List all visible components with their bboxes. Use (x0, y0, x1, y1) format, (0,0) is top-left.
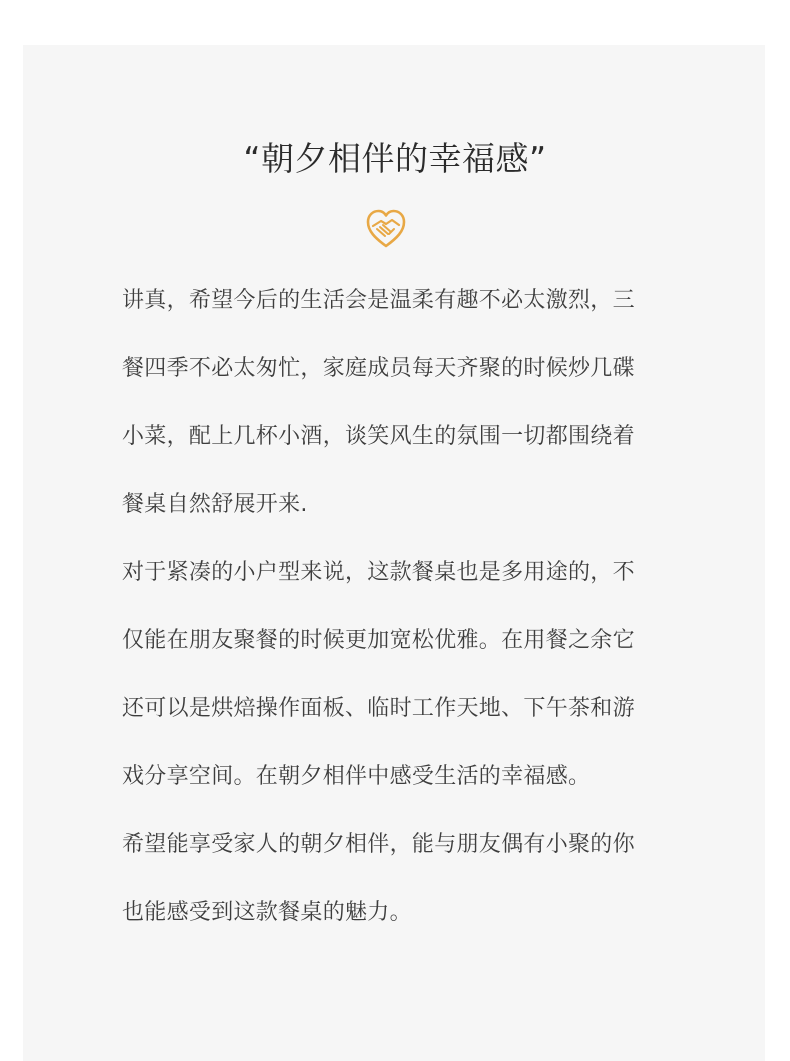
paragraph-line: 还可以是烘焙操作面板、临时工作天地、下午茶和游 (122, 696, 635, 721)
paragraph-line: 餐桌自然舒展开来. (122, 492, 308, 517)
section-title: “朝夕相伴的幸福感” (243, 139, 547, 178)
paragraph-line: 也能感受到这款餐桌的魅力。 (122, 900, 412, 925)
paragraph-line: 希望能享受家人的朝夕相伴，能与朋友偶有小聚的你 (122, 832, 635, 857)
article-body (122, 267, 677, 947)
paragraph-line: 对于紧凑的小户型来说，这款餐桌也是多用途的，不 (122, 560, 635, 585)
paragraph-line: 讲真，希望今后的生活会是温柔有趣不必太激烈，三 (122, 288, 635, 313)
paragraph-line: 仅能在朋友聚餐的时候更加宽松优雅。在用餐之余它 (122, 628, 635, 653)
paragraph-line: 小菜，配上几杯小酒，谈笑风生的氛围一切都围绕着 (122, 424, 635, 449)
paragraph-line: 餐四季不必太匆忙，家庭成员每天齐聚的时候炒几碟 (122, 356, 635, 381)
heart-handshake-icon (365, 209, 407, 249)
paragraph-line: 戏分享空间。在朝夕相伴中感受生活的幸福感。 (122, 764, 591, 789)
